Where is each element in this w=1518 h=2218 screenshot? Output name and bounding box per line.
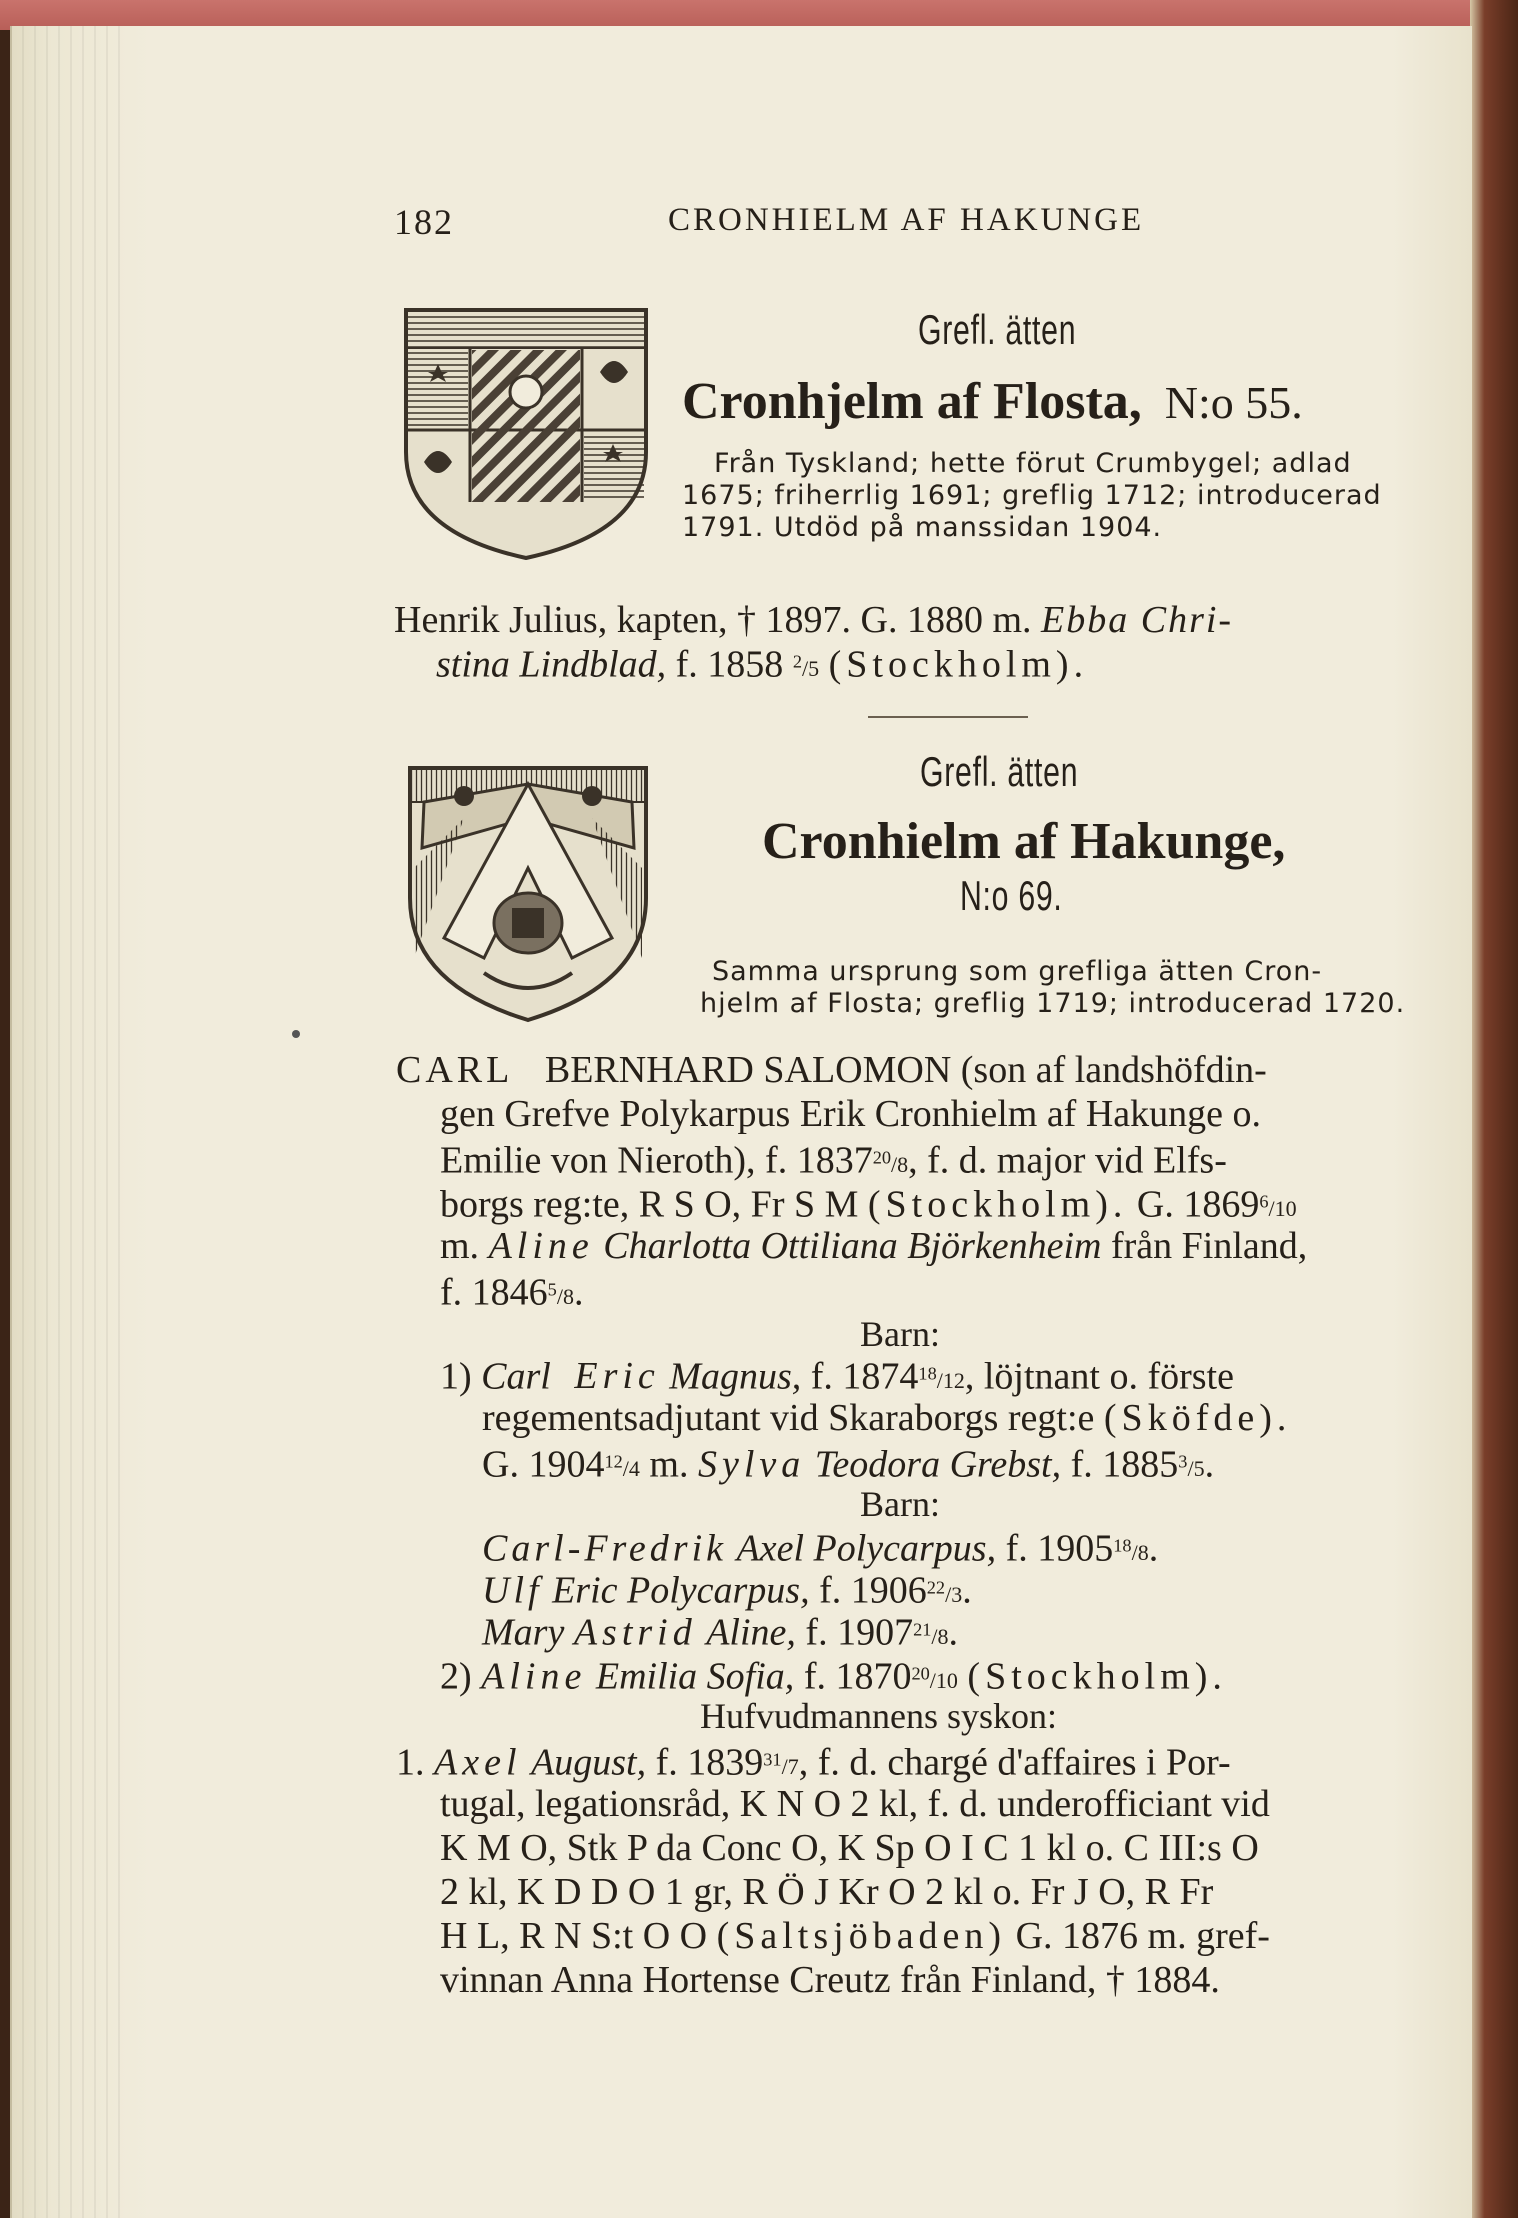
- henrik-date-num: 2: [792, 652, 802, 672]
- sibling1-line5: [440, 1916, 1270, 1956]
- siblings-heading: Hufvudmannens syskon:: [700, 1696, 1057, 1736]
- sibling1-title: , f. d. chargé d'affaires i Por-: [798, 1741, 1231, 1784]
- carl-marriage-den: 10: [1274, 1196, 1297, 1222]
- child1-m: m.: [649, 1443, 689, 1486]
- grandchild3-birth-den: 8: [937, 1624, 949, 1650]
- child1-spouse-first: Sylva: [697, 1443, 806, 1486]
- henrik-spouse-b: stina Lindblad,: [436, 643, 667, 686]
- carl-spouse-birth-num: 5: [547, 1280, 557, 1300]
- carl-m: m.: [440, 1225, 480, 1267]
- sibling1-line1: 1. Axel August, f. 1839$^{31}$/7, f. d. chargé d'affaires i Por-: [396, 1741, 1231, 1784]
- carl-line2: gen Grefve Polykarpus Erik Cronhielm af Hakunge o.: [440, 1093, 1262, 1135]
- carl-spouse-first: Aline: [488, 1225, 594, 1267]
- grandchild3-birth-num: 21: [913, 1620, 932, 1640]
- carl-spouse-origin: från Finland,: [1110, 1225, 1308, 1267]
- child1-third: Magnus,: [669, 1355, 802, 1398]
- sibling1-place: (Saltsjöbaden): [716, 1915, 1007, 1957]
- section2-origin-line1: Samma ursprung som grefliga ätten Cron-: [712, 956, 1323, 987]
- carl-place: (Stockholm).: [867, 1183, 1128, 1226]
- section2-origin-line2: hjelm af Flosta; greflig 1719; introducerad 1720.: [700, 988, 1406, 1019]
- section1-number: N:o 55.: [1164, 377, 1303, 428]
- carl-regiment: borgs reg:te, R S O, Fr S M: [440, 1183, 859, 1226]
- child1-second: Eric: [574, 1355, 660, 1398]
- carl-line6: f. 1846$^5$/8.: [440, 1271, 584, 1314]
- carl-name: CARL: [396, 1049, 514, 1091]
- child1-place: (Sköfde).: [1103, 1397, 1292, 1439]
- sibling1-birth-den: 7: [787, 1754, 799, 1780]
- child2-rest: Emilia Sofia,: [595, 1655, 795, 1698]
- grandchild3-third: Aline,: [706, 1611, 796, 1654]
- child1-spouse-birth: f. 1885: [1070, 1443, 1179, 1486]
- grandchild1-rest: Axel Polycarpus,: [736, 1527, 997, 1570]
- grandchild2-birth-den: 3: [951, 1582, 963, 1608]
- henrik-birth: f. 1858: [675, 643, 784, 686]
- child2-birth-num: 20: [911, 1664, 930, 1684]
- child1-line3: G. 1904$^{12}$/4 m. Sylva Teodora Grebst, f. 1885$^3$/5.: [482, 1443, 1215, 1486]
- grandchild2-birth: f. 1906: [819, 1569, 927, 1612]
- grandchild2: Ulf Eric Polycarpus, f. 1906$^{22}$/3.: [482, 1569, 972, 1612]
- carl-birth-den: 8: [897, 1152, 909, 1178]
- carl-line4: borgs reg:te, R S O, Fr S M (Stockholm). G. 1869$^6$/10: [440, 1183, 1297, 1226]
- grandchild1-birth-den: 8: [1137, 1540, 1149, 1566]
- child1-spouse-birth-den: 5: [1193, 1456, 1205, 1482]
- child2-birth: f. 1870: [803, 1655, 912, 1698]
- child1-first: Carl: [481, 1355, 551, 1398]
- grandchild2-birth-num: 22: [926, 1578, 946, 1598]
- coat-of-arms-flosta: [400, 302, 652, 564]
- section1-origin-line1: [714, 448, 1420, 480]
- child1-line3-end: .: [1204, 1443, 1215, 1486]
- carl-birth: Emilie von Nieroth), f. 1837: [440, 1139, 873, 1182]
- child1-birth-den: 12: [942, 1368, 965, 1394]
- child2-place: (Stockholm).: [967, 1655, 1227, 1698]
- sibling1-num: 1.: [396, 1741, 425, 1784]
- child2-birth-den: 10: [935, 1668, 958, 1694]
- carl-line1: [396, 1050, 1267, 1090]
- grandchild3-end: .: [948, 1611, 959, 1654]
- grandchild1-birth: f. 1905: [1005, 1527, 1114, 1570]
- carl-birth-num: 20: [872, 1148, 892, 1168]
- henrik-line2: stina Lindblad, f. 1858 $^2$/5 (Stockholm).: [436, 643, 1089, 686]
- grandchild2-first: Ulf: [482, 1569, 543, 1612]
- coat-of-arms-hakunge: [404, 758, 652, 1028]
- carl-spouse-rest: Charlotta Ottiliana Björkenheim: [603, 1225, 1102, 1267]
- carl-line5: [440, 1226, 1307, 1266]
- child2-first: Aline: [481, 1655, 587, 1698]
- grandchild1-end: .: [1148, 1527, 1159, 1570]
- carl-marriage-num: 6: [1259, 1192, 1269, 1212]
- child1-spouse-rest: Teodora Grebst,: [814, 1443, 1062, 1486]
- section1-house-name: [682, 374, 1303, 431]
- grandchild1-first: Carl-Fredrik: [482, 1527, 728, 1570]
- sibling1-first: Axel: [434, 1741, 522, 1784]
- child1-spouse-birth-num: 3: [1178, 1452, 1188, 1472]
- sibling1-line3: K M O, Stk P da Conc O, K Sp O I C 1 kl o. C III:s O: [440, 1827, 1259, 1869]
- grandchild3-birth: f. 1907: [805, 1611, 914, 1654]
- henrik-place: (Stockholm).: [828, 643, 1089, 686]
- section-divider: [868, 716, 1028, 718]
- section2-house: Cronhielm af Hakunge,: [762, 813, 1286, 870]
- child1-title: , löjtnant o. förste: [964, 1355, 1234, 1398]
- carl-spouse-birth-den: 8: [562, 1284, 574, 1310]
- grandchild1-birth-num: 18: [1113, 1536, 1132, 1556]
- running-title: CRONHIELM AF HAKUNGE: [668, 202, 1145, 238]
- carl-line1-rest: BERNHARD SALOMON (son af landshöfdin-: [544, 1049, 1267, 1091]
- section1-origin-line3: 1791. Utdöd på manssidan 1904.: [682, 512, 1163, 543]
- child1-birth-num: 18: [918, 1364, 937, 1384]
- grandchild3-second: Astrid: [573, 1611, 697, 1654]
- child1-marriage-den: 4: [628, 1456, 640, 1482]
- sibling1-line6: vinnan Anna Hortense Creutz från Finland, † 1884.: [440, 1959, 1220, 2001]
- child1-num: 1): [440, 1355, 472, 1398]
- child2-line: 2) Aline Emilia Sofia, f. 1870$^{20}$/10 (Stockholm).: [440, 1655, 1227, 1698]
- sibling1-birth: f. 1839: [655, 1741, 764, 1784]
- grandchildren-heading: Barn:: [860, 1484, 940, 1524]
- child1-birth: f. 1874: [810, 1355, 919, 1398]
- section1-label: Grefl. ätten: [918, 306, 1077, 353]
- henrik-date-den: 5: [808, 656, 820, 682]
- grandchild3: Mary Astrid Aline, f. 1907$^{21}$/8.: [482, 1611, 959, 1654]
- child1-regiment: regementsadjutant vid Skaraborgs regt:e: [482, 1397, 1095, 1439]
- grandchild1: Carl-Fredrik Axel Polycarpus, f. 1905$^{18}$/8.: [482, 1527, 1159, 1570]
- sibling1-birth-num: 31: [763, 1750, 782, 1770]
- sibling1-line2: tugal, legationsråd, K N O 2 kl, f. d. underofficiant vid: [440, 1783, 1270, 1825]
- section1-origin-line2: 1675; friherrlig 1691; greflig 1712; introducerad: [682, 480, 1382, 511]
- child1-line2: [482, 1398, 1291, 1438]
- carl-spouse-birth: f. 1846: [440, 1271, 548, 1314]
- carl-line6-end: .: [573, 1271, 584, 1314]
- child2-num: 2): [440, 1655, 472, 1698]
- section1-origin-text-1: Från Tyskland; hette förut Crumbygel; adlad: [714, 448, 1352, 479]
- child1-line1: 1) Carl Eric Magnus, f. 1874$^{18}$/12, löjtnant o. förste: [440, 1355, 1234, 1398]
- sibling1-orders: H L, R N S:t O O: [440, 1915, 708, 1957]
- grandchild2-rest: Eric Polycarpus,: [552, 1569, 810, 1612]
- sibling1-marriage: G. 1876 m. gref-: [1015, 1915, 1270, 1957]
- page-number: 182: [394, 202, 454, 242]
- grandchild3-first: Mary: [482, 1611, 565, 1654]
- henrik-line1: [394, 600, 1233, 640]
- section2-number: N:o 69.: [960, 872, 1063, 919]
- carl-line3-rest: , f. d. major vid Elfs-: [908, 1139, 1227, 1182]
- grandchild2-end: .: [962, 1569, 972, 1612]
- children-heading: Barn:: [860, 1314, 940, 1354]
- sibling1-second: August,: [531, 1741, 647, 1784]
- section1-house: Cronhjelm af Flosta,: [682, 373, 1142, 430]
- carl-marriage: G. 1869: [1136, 1183, 1260, 1226]
- henrik-text: Henrik Julius, kapten, † 1897. G. 1880 m.: [394, 599, 1032, 641]
- sibling1-line4: 2 kl, K D D O 1 gr, R Ö J Kr O 2 kl o. Fr J O, R Fr: [440, 1871, 1214, 1913]
- henrik-spouse-a: Ebba Chri-: [1041, 599, 1234, 641]
- child1-marriage-num: 12: [604, 1452, 623, 1472]
- section2-label: Grefl. ätten: [920, 748, 1079, 795]
- child1-marriage: G. 1904: [482, 1443, 605, 1486]
- margin-dot: [292, 1030, 300, 1038]
- carl-line3: Emilie von Nieroth), f. 1837$^{20}$/8, f. d. major vid Elfs-: [440, 1139, 1227, 1182]
